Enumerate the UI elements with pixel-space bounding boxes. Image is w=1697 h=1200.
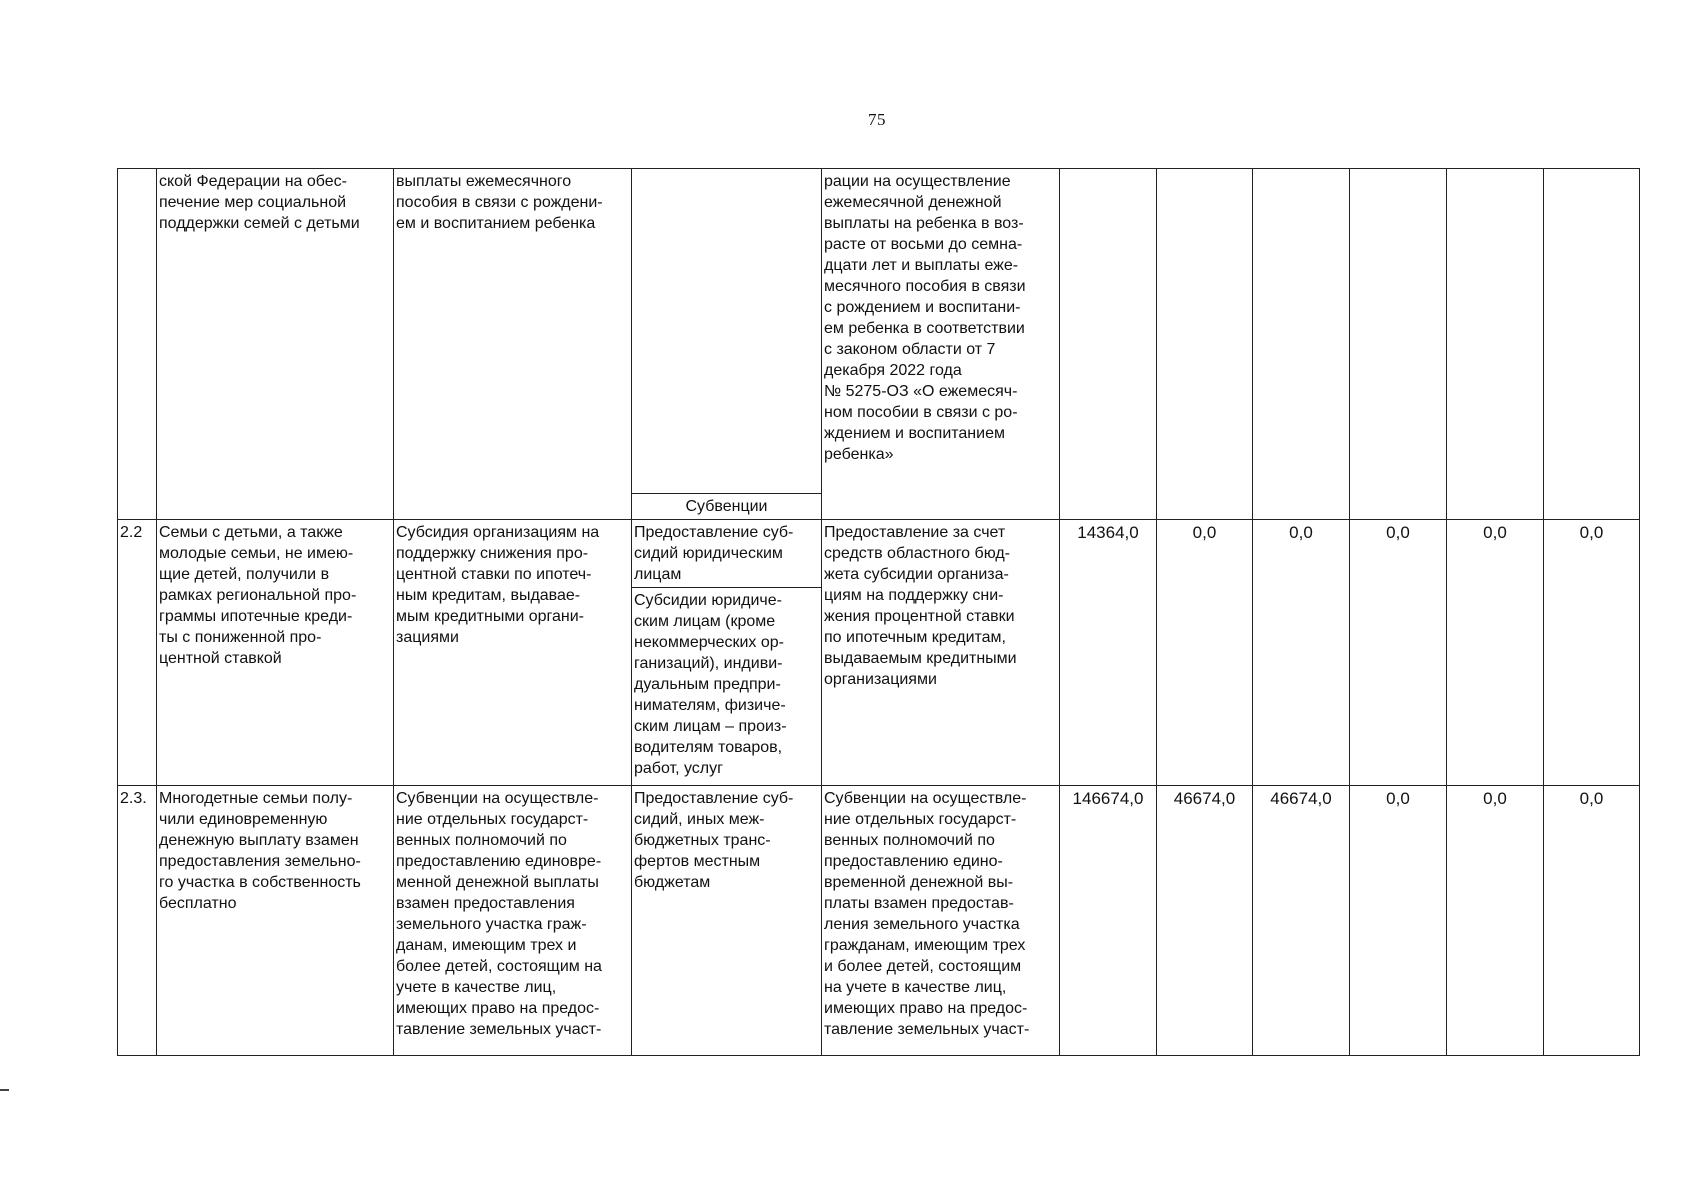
value-cell: 14364,0 — [1060, 520, 1157, 786]
value-cell: 0,0 — [1350, 520, 1447, 786]
value-cell — [1350, 169, 1447, 520]
table-row — [118, 169, 1640, 494]
type-header-cell: Субвенции — [632, 494, 822, 520]
value-cell — [1157, 169, 1253, 520]
table-row — [118, 520, 1640, 588]
value-cell: 46674,0 — [1253, 786, 1350, 1056]
value-cell — [1253, 169, 1350, 520]
description-cell: рации на осуществление ежемесячной денежной выплаты на ребенка в воз- расте от восьми до семна- дцати лет и выплаты еже- месячного пособия в связи с рождением и воспитани- ем ребенка в соответствии с законом области от 7 декабря 2022 года № 5275-ОЗ «О ежемесяч- ном пособии в связи с ро- ждением и воспитанием ребенка» — [822, 169, 1060, 520]
value-cell: 0,0 — [1157, 520, 1253, 786]
value-cell: 0,0 — [1544, 786, 1640, 1056]
program-table-wrapper — [117, 168, 1640, 1056]
target-group-cell: ской Федерации на обес- печение мер социальной поддержки семей с детьми — [157, 169, 394, 520]
row-index-cell: 2.3. — [118, 786, 157, 1056]
value-cell: 0,0 — [1544, 520, 1640, 786]
value-cell: 46674,0 — [1157, 786, 1253, 1056]
value-cell — [1060, 169, 1157, 520]
value-cell: 146674,0 — [1060, 786, 1157, 1056]
type-detail-cell: Субсидии юридиче- ским лицам (кроме некоммерческих ор- ганизаций), индиви- дуальным предпри- нимателям, физиче- ским лицам – произ- водителям товаров, работ, услуг — [632, 588, 822, 786]
program-table — [117, 168, 1640, 1056]
description-cell: Предоставление за счет средств областного бюд- жета субсидии организа- циям на поддержку сни- жения процентной ставки по ипотечным кредитам, выдаваемым кредитными организациями — [822, 520, 1060, 786]
value-cell: 0,0 — [1350, 786, 1447, 1056]
value-cell: 0,0 — [1447, 786, 1544, 1056]
type-cell: Предоставление суб- сидий юридическим лицам — [632, 520, 822, 588]
row-index-cell — [118, 169, 157, 520]
value-cell: 0,0 — [1447, 520, 1544, 786]
target-group-cell: Семьи с детьми, а также молодые семьи, не имею- щие детей, получили в рамках региональной про- граммы ипотечные креди- ты с пониженной про- центной ставкой — [157, 520, 394, 786]
page-number: 75 — [868, 110, 886, 129]
scan-edge-mark — [0, 1089, 9, 1091]
measure-cell: Субсидия организациям на поддержку снижения про- центной ставки по ипотеч- ным кредитам, выдавае- мым кредитными органи- зациями — [394, 520, 632, 786]
table-row — [118, 786, 1640, 1056]
target-group-cell: Многодетные семьи полу- чили единовременную денежную выплату взамен предоставления земельно- го участка в собственность бесплатно — [157, 786, 394, 1056]
description-cell: Субвенции на осуществле- ние отдельных государст- венных полномочий по предоставлению едино- временной денежной вы- платы взамен предостав- ления земельного участка гражданам, имеющим трех и более детей, состоящим на учете в качестве лиц, имеющих право на предос- тавление земельных участ- — [822, 786, 1060, 1056]
value-cell: 0,0 — [1253, 520, 1350, 786]
value-cell — [1447, 169, 1544, 520]
measure-cell: Субвенции на осуществле- ние отдельных государст- венных полномочий по предоставлению единовре- менной денежной выплаты взамен предоставления земельного участка граж- данам, имеющим трех и более детей, состоящим на учете в качестве лиц, имеющих право на предос- тавление земельных участ- — [394, 786, 632, 1056]
measure-cell: выплаты ежемесячного пособия в связи с рождени- ем и воспитанием ребенка — [394, 169, 632, 520]
row-index-cell: 2.2 — [118, 520, 157, 786]
type-cell — [632, 169, 822, 494]
type-cell: Предоставление суб- сидий, иных меж- бюджетных транс- фертов местным бюджетам — [632, 786, 822, 1056]
value-cell — [1544, 169, 1640, 520]
